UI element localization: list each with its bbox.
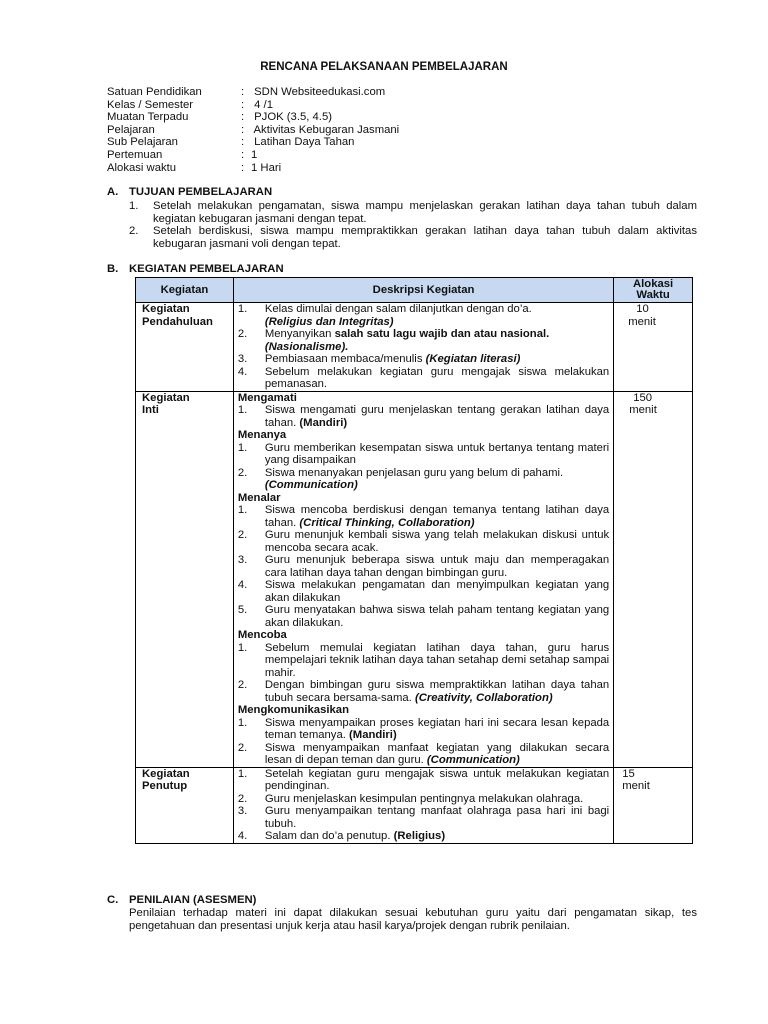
header-kegiatan: Kegiatan: [136, 278, 234, 303]
time-value: 15: [622, 767, 635, 780]
step-text: [265, 353, 609, 366]
phase-heading: Mengamati: [237, 391, 297, 404]
time-unit: menit: [628, 315, 656, 328]
meta-label: Kelas / Semester: [107, 98, 194, 111]
table-row-pendahuluan: [136, 303, 693, 392]
item-text: Setelah melakukan pengamatan, siswa mampu menjelaskan gerakan latihan daya tahan tubuh dalam kegiatan kebugaran jasmani dengan tepat.: [153, 200, 697, 225]
section-title: PENILAIAN (ASESMEN): [129, 894, 257, 906]
meta-separator: :: [241, 136, 245, 149]
objectives-list: [129, 200, 697, 250]
meta-row: [107, 136, 399, 149]
activity-table: [135, 277, 693, 844]
step-text: [265, 717, 609, 742]
meta-value: 1 Hari: [251, 161, 282, 174]
step-number: 4.: [237, 830, 248, 842]
character-tag: (Communication): [426, 754, 520, 766]
list-item: [234, 579, 613, 604]
list-item: [234, 303, 613, 328]
list-item: [234, 366, 613, 391]
activity-name-line1: Kegiatan: [142, 391, 190, 404]
meta-row: [107, 149, 399, 162]
list-item: [234, 793, 613, 806]
step-text: [265, 328, 609, 353]
activity-name-line2: Penutup: [142, 780, 188, 792]
meta-separator: :: [241, 86, 245, 98]
step-number: 1.: [237, 303, 248, 315]
activity-name-line2: Inti: [142, 404, 159, 416]
activity-description-cell: [233, 391, 613, 767]
activity-name-line1: Kegiatan: [142, 767, 190, 780]
meta-row: [107, 124, 399, 137]
step-text-main: Siswa menyampaikan proses kegiatan hari ini secara lesan kepada teman temanya.: [264, 716, 610, 741]
step-text: Guru menunjuk beberapa siswa untuk maju dan memperagakan cara latihan daya tahan dengan bimbingan guru.: [264, 554, 610, 579]
list-item: [234, 830, 613, 843]
section-letter: B.: [107, 263, 119, 275]
section-a-heading: [107, 186, 272, 199]
step-number: 2.: [237, 741, 248, 754]
meta-row: [107, 111, 399, 124]
step-text-main: Siswa mengamati guru menjelaskan tentang gerakan latihan daya tahan.: [264, 404, 610, 429]
step-number: 4.: [237, 579, 248, 591]
step-number: 1.: [237, 716, 248, 729]
step-text: [265, 830, 609, 843]
step-text: Setelah kegiatan guru mengajak siswa untuk melakukan kegiatan pendinginan.: [264, 767, 610, 792]
activity-name-line1: Kegiatan: [142, 303, 190, 315]
character-tag: (Religius dan Integritas): [264, 315, 394, 328]
section-letter: A.: [107, 186, 119, 198]
meta-separator: :: [241, 98, 245, 111]
step-number: 1.: [237, 641, 248, 654]
meta-separator: :: [241, 111, 245, 124]
list-item: [129, 200, 697, 225]
meta-label: Alokasi waktu: [107, 161, 177, 174]
meta-row: [107, 86, 399, 99]
meta-label: Pelajaran: [107, 123, 155, 136]
step-text: Guru menjelaskan kesimpulan pentingnya melakukan olahraga.: [264, 792, 584, 805]
step-number: 1.: [237, 767, 248, 780]
phase-heading: Menalar: [237, 491, 281, 504]
meta-value: Latihan Daya Tahan: [251, 136, 355, 149]
list-item: [234, 717, 613, 742]
step-number: 2.: [237, 328, 248, 340]
step-text: Sebelum memulai kegiatan latihan daya tahan, guru harus mempelajari teknik latihan daya tahan setahap demi setahap sampai mahir.: [264, 641, 610, 679]
list-item: [234, 467, 613, 492]
list-item: [234, 504, 613, 529]
table-row-penutup: [136, 767, 693, 843]
character-tag: (Mandiri): [299, 416, 348, 429]
section-c-heading: [107, 894, 256, 907]
meta-value: Aktivitas Kebugaran Jasmani: [251, 123, 400, 136]
meta-separator: :: [241, 123, 245, 136]
character-tag: (Communication): [264, 479, 358, 491]
assessment-paragraph: Penilaian terhadap materi ini dapat dilakukan sesuai kebutuhan guru yaitu dari pengamatan sikap, tes pengetahuan dan presentasi unjuk kerja atau hasil karya/projek dengan rubrik penilaian.: [129, 907, 697, 932]
step-number: 1.: [237, 404, 248, 416]
list-item: [129, 225, 697, 250]
step-number: 2.: [237, 679, 248, 691]
list-item: [234, 529, 613, 554]
step-number: 4.: [237, 365, 248, 378]
list-item: [234, 679, 613, 704]
time-value: 10: [636, 303, 649, 315]
character-tag: (Creativity, Collaboration): [414, 691, 553, 704]
activity-name-line2: Pendahuluan: [142, 315, 213, 328]
step-number: 2.: [237, 529, 248, 541]
character-tag: (Critical Thinking, Collaboration): [299, 516, 475, 529]
meta-label: Satuan Pendidikan: [107, 86, 202, 98]
step-text-main: Menyanyikan: [264, 328, 335, 340]
time-unit: menit: [629, 404, 657, 416]
meta-row: [107, 162, 399, 175]
list-item: [234, 642, 613, 680]
header-deskripsi: Deskripsi Kegiatan: [233, 278, 613, 303]
meta-value: 4 /1: [251, 98, 273, 111]
list-item: [234, 404, 613, 429]
meta-value: SDN Websiteedukasi.com: [251, 86, 386, 98]
step-text-main: Siswa menanyakan penjelasan guru yang belum di pahami.: [264, 466, 564, 479]
phase-heading: Mencoba: [237, 629, 287, 641]
step-text: Guru menyatakan bahwa siswa telah paham tentang kegiatan yang akan dilakukan.: [264, 604, 610, 629]
section-title: KEGIATAN PEMBELAJARAN: [129, 263, 284, 275]
step-text-main: Siswa menyampaikan manfaat kegiatan yang dilakukan secara lesan di depan teman dan guru.: [264, 741, 610, 766]
time-allocation-cell: [614, 767, 693, 843]
list-item: [234, 328, 613, 353]
meta-label: Pertemuan: [107, 148, 163, 161]
section-letter: C.: [107, 894, 119, 906]
step-text: Guru menunjuk kembali siswa yang telah melakukan diskusi untuk mencoba secara acak.: [264, 529, 610, 554]
activity-name-cell: [136, 391, 234, 767]
step-number: 5.: [237, 604, 248, 616]
step-text: Siswa melakukan pengamatan dan menyimpulkan kegiatan yang akan dilakukan: [264, 579, 610, 604]
step-text: Guru memberikan kesempatan siswa untuk bertanya tentang materi yang disampaikan: [264, 441, 610, 466]
step-text-main: Pembiasaan membaca/menulis: [264, 353, 426, 365]
step-text-main: Siswa mencoba berdiskusi dengan temanya tentang latihan daya tahan.: [264, 504, 610, 529]
step-text: [265, 504, 609, 529]
list-item: [234, 805, 613, 830]
step-number: 3.: [237, 805, 248, 817]
meta-separator: :: [241, 161, 245, 174]
section-title: TUJUAN PEMBELAJARAN: [129, 186, 273, 198]
item-number: 2.: [129, 225, 139, 237]
meta-value: PJOK (3.5, 4.5): [251, 111, 332, 124]
table-header-row: [136, 278, 693, 303]
item-number: 1.: [129, 200, 139, 212]
character-tag: (Religius): [393, 830, 446, 842]
time-value: 150: [633, 391, 653, 404]
step-number: 3.: [237, 353, 248, 365]
header-alokasi-line2: Waktu: [636, 289, 670, 301]
header-alokasi: [614, 278, 693, 303]
step-number: 2.: [237, 792, 248, 805]
step-text: [265, 467, 609, 492]
character-tag: (Kegiatan literasi): [425, 353, 521, 365]
meta-row: [107, 99, 399, 112]
step-text-main: Salam dan do’a penutup.: [264, 830, 394, 842]
phase-heading: Menanya: [237, 429, 287, 441]
time-unit: menit: [622, 780, 650, 792]
meta-label: Sub Pelajaran: [107, 136, 178, 149]
phase-heading: Mengkomunikasikan: [237, 704, 349, 716]
step-number: 3.: [237, 554, 248, 566]
activity-name-cell: [136, 303, 234, 392]
step-text: Guru menyampaikan tentang manfaat olahraga pasa hari ini bagi tubuh.: [264, 805, 610, 830]
step-text: [265, 303, 609, 328]
list-item: [234, 742, 613, 767]
step-text-main: Kelas dimulai dengan salam dilanjutkan dengan do’a.: [264, 303, 532, 315]
activity-description-cell: [233, 767, 613, 843]
section-b-heading: [107, 263, 284, 276]
time-allocation-cell: [614, 391, 693, 767]
meta-separator: :: [241, 148, 245, 161]
step-number: 1.: [237, 441, 248, 454]
step-number: 1.: [237, 504, 248, 516]
character-tag: (Mandiri): [349, 729, 397, 741]
header-alokasi-line1: Alokasi: [633, 278, 674, 290]
activity-name-cell: [136, 767, 234, 843]
step-text: [265, 679, 609, 704]
meta-label: Muatan Terpadu: [107, 111, 189, 124]
step-text-main: Dengan bimbingan guru siswa mempraktikkan latihan daya tahan tubuh secara bersama-sama.: [264, 679, 610, 704]
identity-block: [107, 86, 399, 174]
page-title: RENCANA PELAKSANAAN PEMBELAJARAN: [260, 61, 508, 73]
step-text: [265, 742, 609, 767]
list-item: [234, 442, 613, 467]
step-text: Sebelum melakukan kegiatan guru mengajak siswa melakukan pemanasan.: [264, 365, 610, 390]
meta-value: 1: [251, 148, 258, 161]
activity-description-cell: [233, 303, 613, 392]
list-item: [234, 353, 613, 366]
list-item: [234, 554, 613, 579]
list-item: [234, 604, 613, 629]
list-item: [234, 768, 613, 793]
item-text: Setelah berdiskusi, siswa mampu mempraktikkan gerakan latihan daya tahan tubuh dalam aktivitas kebugaran jasmani voli dengan tepat.: [153, 225, 697, 250]
character-tag: (Nasionalisme).: [264, 340, 349, 353]
step-text-bold: salah satu lagu wajib dan atau nasional.: [334, 328, 550, 340]
table-row-inti: [136, 391, 693, 767]
step-number: 2.: [237, 466, 248, 479]
time-allocation-cell: [614, 303, 693, 392]
step-text: [265, 404, 609, 429]
